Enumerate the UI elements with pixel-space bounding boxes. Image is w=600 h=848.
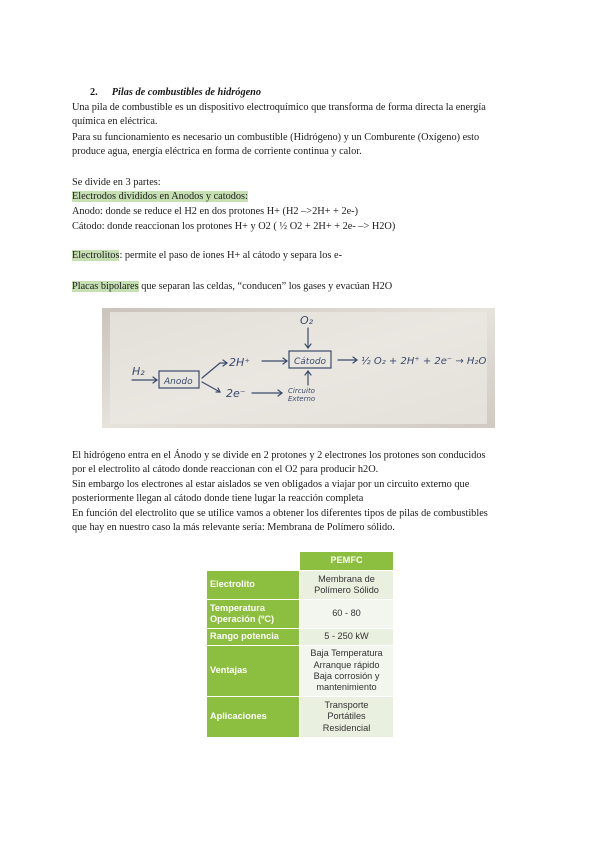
placas-line bbox=[72, 280, 392, 293]
table-blank-cell bbox=[207, 552, 300, 571]
intro-line-4: produce agua, energía eléctrica en forma de corriente continua y calor. bbox=[72, 146, 362, 157]
value-line: Polímero Sólido bbox=[314, 585, 379, 595]
value-line: Portátiles bbox=[327, 711, 366, 722]
intro-line-1: Una pila de combustible es un dispositivo electroquímico que transforma de forma directa la energía bbox=[72, 102, 486, 113]
section-title bbox=[90, 86, 261, 99]
section-number: 2. bbox=[90, 87, 98, 98]
electrolitos-line bbox=[72, 249, 342, 262]
diagram-catodo: Cátodo bbox=[294, 357, 327, 367]
value-line: Baja corrosión y bbox=[313, 671, 380, 681]
table-header-row bbox=[207, 552, 394, 571]
value-line: 60 - 80 bbox=[332, 608, 361, 619]
explanation-line-1: El hidrógeno entra en el Ánodo y se divide en 2 protones y 2 electrones los protones son conducidos bbox=[72, 450, 486, 461]
catodo-description: Cátodo: donde reaccionan los protones H+ y O2 ( ½ O2 + 2H+ + 2e- –> H2O) bbox=[72, 221, 396, 232]
value-line: 5 - 250 kW bbox=[324, 631, 369, 642]
explanation-line-5: En función del electrolito que se utilice vamos a obtener los diferentes tipos de pilas de combustibles bbox=[72, 508, 488, 519]
row-value bbox=[300, 571, 394, 600]
table-row bbox=[207, 600, 394, 629]
value-line: Arranque rápido bbox=[313, 659, 380, 670]
parts-intro: Se divide en 3 partes: bbox=[72, 177, 161, 188]
electrolitos-label: Electrolitos bbox=[72, 250, 120, 261]
row-value bbox=[300, 646, 394, 697]
anodo-description: Anodo: donde se reduce el H2 en dos protones H+ (H2 –>2H+ + 2e-) bbox=[72, 206, 359, 217]
row-value bbox=[300, 697, 394, 738]
table-row bbox=[207, 646, 394, 697]
value-line: Residencial bbox=[322, 722, 371, 733]
electrodes-label: Electrodos divididos en Anodos y catodos: bbox=[72, 191, 248, 202]
diagram-h-plus: 2H⁺ bbox=[229, 356, 251, 369]
diagram-svg bbox=[102, 308, 495, 428]
row-label: Electrolito bbox=[207, 571, 300, 600]
table-row bbox=[207, 697, 394, 738]
diagram-circuito-2: Externo bbox=[288, 395, 316, 403]
row-value bbox=[300, 629, 394, 646]
row-label: Aplicaciones bbox=[207, 697, 300, 738]
explanation-line-4: posteriormente llegan al cátodo donde tiene lugar la reacción completa bbox=[72, 493, 364, 504]
intro-line-2: química en eléctrica. bbox=[72, 116, 158, 127]
electrolitos-text: : permite el paso de iones H+ al cátodo y separa los e- bbox=[119, 250, 343, 261]
table-row bbox=[207, 571, 394, 600]
diagram-e-minus: 2e⁻ bbox=[226, 387, 246, 400]
pemfc-table bbox=[206, 551, 394, 738]
row-label: Rango potencia bbox=[207, 629, 300, 646]
placas-text: que separan las celdas, “conducen” los gases y evacúan H2O bbox=[138, 281, 393, 292]
explanation-line-2: por el electrolito al cátodo donde reaccionan con el O2 para producir h2O. bbox=[72, 464, 379, 475]
value-line: Baja Temperatura bbox=[310, 648, 383, 659]
diagram-circuito-1: Circuito bbox=[288, 387, 315, 395]
diagram-h2: H₂ bbox=[132, 365, 145, 378]
placas-label: Placas bipolares bbox=[72, 281, 139, 292]
table-row bbox=[207, 629, 394, 646]
diagram-o2: O₂ bbox=[300, 314, 314, 327]
row-value bbox=[300, 600, 394, 629]
explanation-line-3: Sin embargo los electrones al estar aislados se ven obligados a viajar por un circuito externo que bbox=[72, 479, 470, 490]
explanation-line-6: que hay en nuestro caso la más relevante sería: Membrana de Polímero sólido. bbox=[72, 522, 395, 533]
value-line: Transporte bbox=[324, 699, 369, 710]
value-line: Membrana de bbox=[318, 573, 375, 584]
table-header: PEMFC bbox=[300, 552, 394, 571]
diagram-reaction: ½ O₂ + 2H⁺ + 2e⁻ → H₂O bbox=[361, 356, 487, 367]
handwritten-diagram-photo bbox=[102, 308, 495, 428]
diagram-anodo: Anodo bbox=[164, 377, 193, 387]
section-title-text: Pilas de combustibles de hidrógeno bbox=[111, 87, 262, 98]
value-line: mantenimiento bbox=[316, 682, 377, 693]
intro-line-3: Para su funcionamiento es necesario un combustible (Hidrógeno) y un Comburente (Oxígeno) esto bbox=[72, 132, 480, 143]
row-label: Temperatura Operación (ºC) bbox=[207, 600, 300, 629]
row-label: Ventajas bbox=[207, 646, 300, 697]
